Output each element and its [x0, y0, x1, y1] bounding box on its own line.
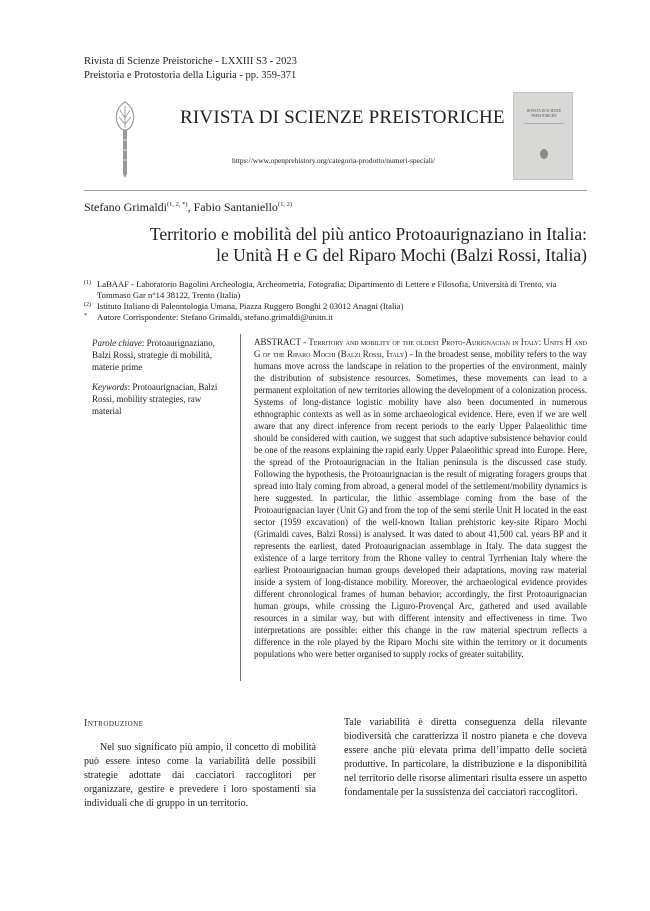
author-separator: , — [187, 200, 194, 214]
affiliation-2-text: Istituto Italiano di Paleontologia Umana, Piazza Ruggero Bonghi 2 03012 Anagni (Italia) — [97, 301, 404, 311]
cover-title-line-2: PREISTORICHE — [531, 114, 557, 118]
cover-title — [518, 109, 570, 119]
body-paragraph-left: Nel suo significato più ampio, il concetto di mobilità può essere inteso come la variabilità delle possibili strategie adottate dai cacciatori raccoglitori per organizzare, gestire e prevedere i loro spostamenti sia individuali che di gruppo in un territorio. — [84, 742, 316, 809]
journal-cover-image — [513, 92, 573, 180]
abstract-english-title: Territory and mobility of the oldest Proto-Aurignacian in Italy: Units H and G of the Riparo Mochi (Balzi Rossi, Italy) — [254, 337, 588, 359]
affiliation-2-mark: (2) — [84, 302, 91, 308]
journal-ref-line-1: Rivista di Scienze Preistoriche - LXXIII S3 - 2023 — [84, 56, 297, 67]
author-1-affiliation-marks: (1, 2, *) — [166, 201, 188, 208]
author-2-affiliation-marks: (1, 2) — [277, 201, 292, 208]
keywords-italian-text: : Protoaurignaziano, Balzi Rossi, strategie di mobilità, materie prime — [92, 338, 215, 372]
corresponding-mark: * — [84, 313, 87, 319]
cover-title-line-1: RIVISTA DI SCIENZE — [526, 109, 562, 113]
author-1-name: Stefano Grimaldi — [84, 200, 167, 214]
affiliation-1 — [84, 279, 590, 301]
keywords-italian — [92, 337, 232, 373]
cover-rule — [524, 123, 564, 124]
author-line — [84, 200, 292, 215]
author-2-name: Fabio Santaniello — [193, 200, 278, 214]
column-divider — [240, 334, 241, 681]
abstract-text: - In the broadest sense, mobility refers to the way humans move across the landscape in relation to the properties of the environment, mainly the distribution of subsistence resources. Sometimes, these movements can lead to a permanent exploitation of new territories allowing the development of a colonization process. Systems of long-distance logistic mobility have also been documented in numerous ethnographic contexts as well as in some archaeological evidence. Here, even if we are well aware that any direct inference from recent periods to the early Upper Palaeolithic time should be considered with caution, we suggest that such adaptive subsistence behavior could be one of the reasons explaining the rapid early Upper Palaeolithic spread into Europe. Here, the spread of the Protoaurignacian in the Italian peninsula is the discussed case study. Following the hypothesis, the Protoaurignacian is the result of migrating foragers groups that spread into Italy coming from abroad, a general model of the settlement/mobility dynamics is here suggested. In particular, the lithic assemblage coming from the base of the Protoaurignacian layer (Unit G) and from the top of the semi sterile Unit H located in the east sector (1959 excavation) of the well-known Italian prehistoric key-site Riparo Mochi (Grimaldi caves, Balzi Rossi) is analysed. It was dated to about 41,500 cal. years BP and it represents the earliest, dated Protoaurignacian assemblage in Italy. The data suggest the existence of a large territory from the Rhone valley to central Tyrrhenian Italy where the earliest Protoaurignacian human groups developed their adaptations, moving raw material inside a system of long-distance mobility. Moreover, the archaeological evidence provides different chronological frames of human behavior; accordingly, the first Protoaurignacian human groups, while crossing the Liguro-Provençal Arc, gathered and used available resources in a similar way, but with different intensity and effectiveness in time. Two interpretations are possible: either this change in the raw material spectrum reflects a difference in the role played by the Riparo Mochi site within the territory or it documents populations who were better organised to supply rocks of greater suitability. — [254, 349, 587, 659]
affiliation-2 — [84, 301, 590, 312]
journal-url-link[interactable]: https://www.openprehistory.org/categoria-prodotto/numeri-speciali/ — [232, 156, 436, 165]
cover-emblem-icon — [540, 149, 548, 159]
journal-logo-icon — [112, 100, 138, 180]
journal-ref-line-2: Preistoria e Protostoria della Liguria - pp. 359-371 — [84, 70, 297, 81]
abstract — [254, 336, 587, 660]
header-divider — [84, 190, 587, 191]
keywords-italian-label: Parole chiave — [92, 338, 142, 348]
keywords-english-text: : Protoaurignacian, Balzi Rossi, mobility strategies, raw material — [92, 382, 218, 416]
journal-title: RIVISTA DI SCIENZE PREISTORICHE — [180, 107, 505, 128]
keywords-english-label: Keywords — [92, 382, 128, 392]
body-paragraph-right: Tale variabilità è diretta conseguenza della rilevante biodiversità che caratterizza il nostro pianeta e che doveva essere anche più elevata prima dell’impatto delle società produttive. In particolare, la distribuzione e la disponibilità nel territorio delle risorse alimentari risulta essere un aspetto fondamentale per la sussistenza dei cacciatori raccoglitori. — [344, 717, 587, 798]
affiliation-1-mark: (1) — [84, 280, 91, 286]
corresponding-author-text: Autore Corrispondente: Stefano Grimaldi, stefano.grimaldi@unitn.it — [97, 312, 333, 322]
keywords-english — [92, 381, 232, 417]
section-heading: Introduzione — [84, 718, 144, 729]
paper-title-line-2: le Unità H e G del Riparo Mochi (Balzi Rossi, Italia) — [216, 245, 587, 265]
affiliation-corresponding — [84, 312, 590, 323]
journal-reference — [84, 55, 297, 83]
affiliations — [84, 279, 590, 323]
abstract-label: ABSTRACT - — [254, 337, 309, 347]
paper-title-line-1: Territorio e mobilità del più antico Protoaurignaziano in Italia: — [149, 224, 587, 244]
paper-title — [100, 224, 587, 266]
affiliation-1-text: LaBAAF - Laboratorio Bagolini Archeologia, Archeometria, Fotografia; Dipartimento di Lettere e Filosofia, Università di Trento, via Tommaso Gar n°14 38122, Trento (Italia) — [97, 279, 557, 300]
keywords-column — [92, 337, 232, 425]
